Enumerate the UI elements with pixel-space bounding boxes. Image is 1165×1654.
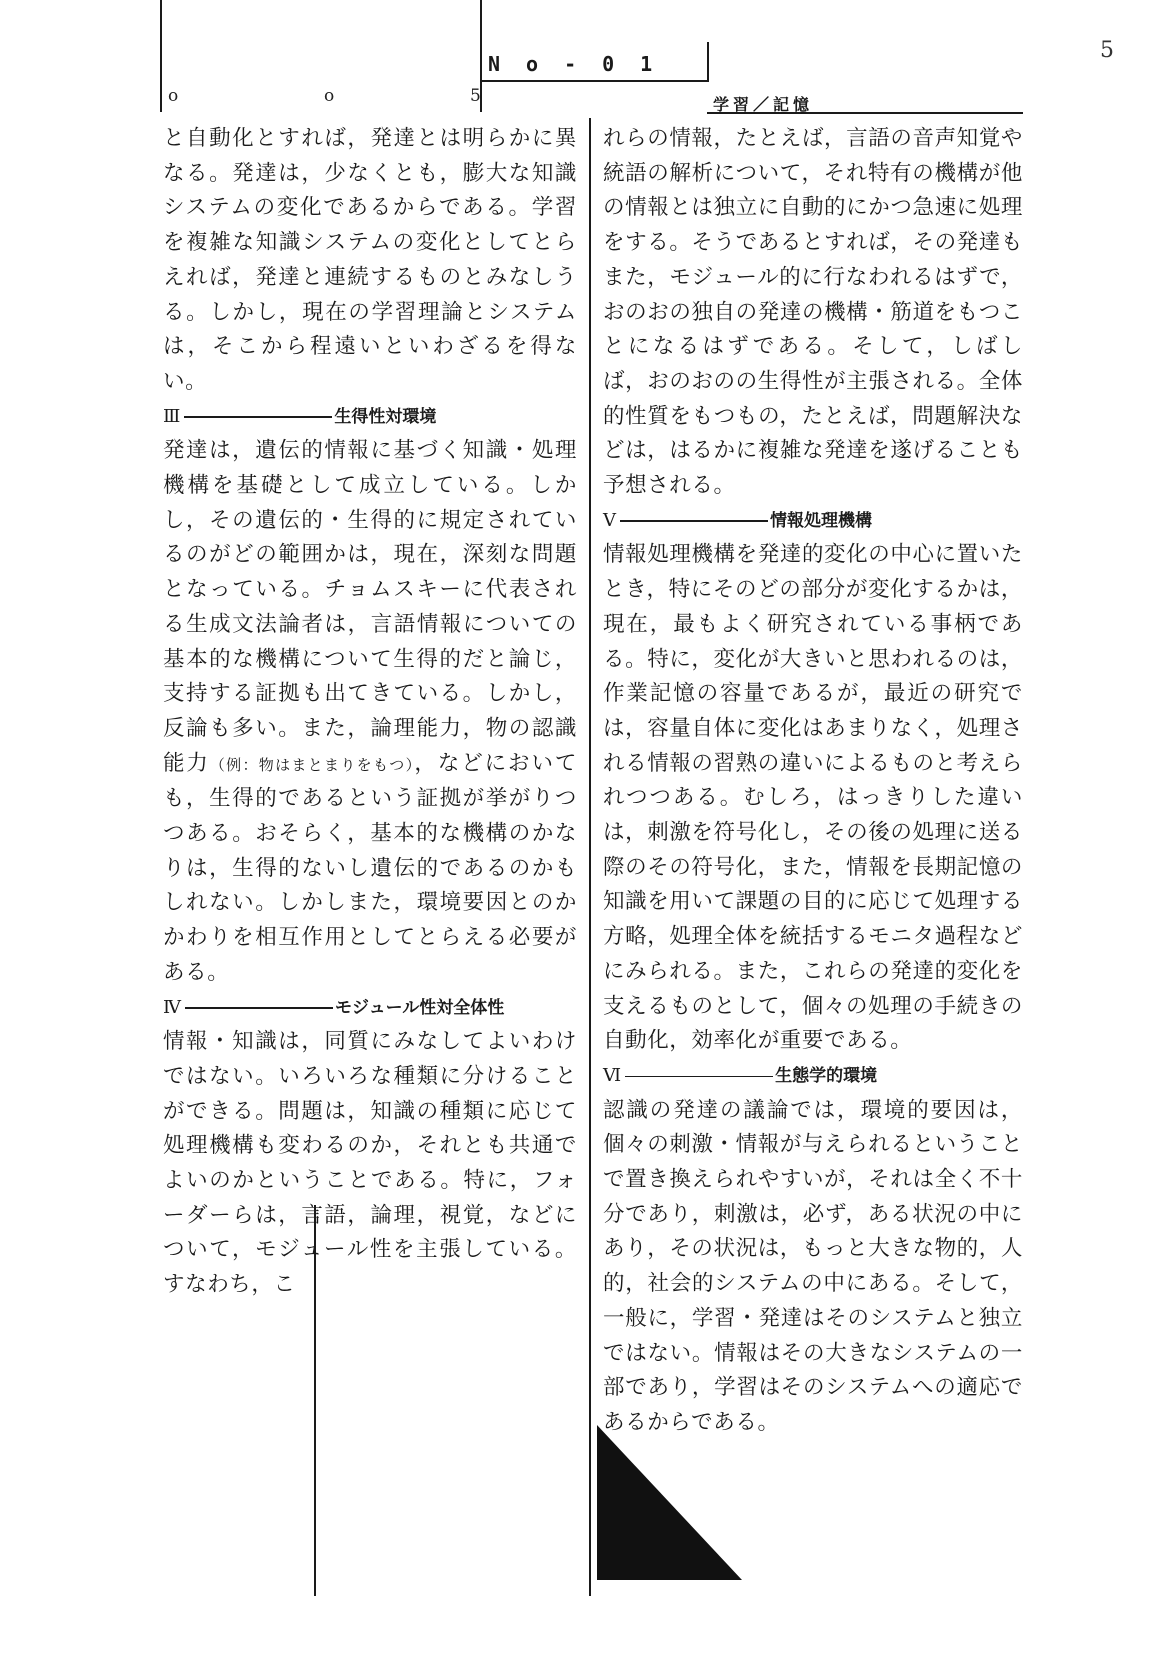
heading-rule [185,1007,333,1009]
paragraph: と自動化とすれば，発達とは明らかに異なる。発達は，少なくとも，膨大な知識システムの変化であるからである。学習を複雑な知識システムの変化としてとらえれば，発達と連続するものとみなしうる。しかし，現在の学習理論とシステムは，そこから程遠いといわざるを得ない。 [163,126,577,394]
header-left-rule [160,0,162,112]
section-title: モジュール性対全体性 [334,997,505,1018]
section-number: Ⅴ [603,509,616,531]
section-number: Ⅲ [163,405,181,427]
issue-number: No-01 [488,52,679,76]
right-column [603,122,1023,1441]
section-number: Ⅵ [603,1064,622,1086]
paragraph: 情報・知識は，同質にみなしてよいわけではない。いろいろな種類に分けることができる。問題は，知識の種類に応じて処理機構も変わるのか，それとも共通でよいのかということである。特に，フォーダーらは，言語，論理，視覚，などについて，モジュール性を主張している。すなわち，こ [163,1029,577,1298]
section-heading-3 [163,400,577,435]
header-mark-2: o [324,86,335,106]
parenthetical-note: （例：物はまとまりをもつ） [209,755,415,774]
header-issue-underline [480,80,709,82]
section-heading-6 [603,1059,1023,1094]
section-heading-5 [603,504,1023,539]
page-number: 5 [1100,38,1114,63]
section-heading-4 [163,991,577,1026]
paragraph: 発達は，遺伝的情報に基づく知識・処理機構を基礎として成立している。しかし，その遺伝的・生得的に規定されているのがどの範囲かは，現在，深刻な問題となっている。チョムスキーに代表される生成文法論者は，言語情報についての基本的な機構について生得的だと論じ，支持する証拠も出てきている。しかし，反論も多い。また，論理能力，物の認識能力（例：物はまとまりをもつ），などにおいても，生得的であるという証拠が挙がりつつある。おそらく，基本的な機構のかなりは，生得的ないし遺伝的であるのかもしれない。しかしまた，環境要因とのかかわりを相互作用としてとらえる必要がある。 [163,438,577,985]
paragraph: 認識の発達の議論では，環境的要因は，個々の刺激・情報が与えられるということで置き換えられやすいが，それは全く不十分であり，刺激は，必ず，ある状況の中にあり，その状況は，もっと大きな物的，人的，社会的システムの中にある。そして，一般に，学習・発達はそのシステムと独立ではない。情報はその大きなシステムの一部であり，学習はそのシステムへの適応であるからである。 [603,1097,1023,1435]
section-topic: 学習／記憶 [713,95,814,114]
section-title: 生態学的環境 [775,1065,878,1086]
left-column [163,122,577,1303]
heading-rule [625,1076,773,1078]
header-mark-3: 5 [470,86,481,106]
heading-rule [620,520,768,522]
paragraph: れらの情報，たとえば，言語の音声知覚や統語の解析について，それ特有の機構が他の情報とは独立に自動的にかつ急速に処理をする。そうであるとすれば，その発達もまた，モジュール的に行なわれるはずで，おのおの独自の発達の機構・筋道をもつことになるはずである。そして，しばしば，おのおのの生得性が主張される。全体的性質をもつもの，たとえば，問題解決などは，はるかに複雑な発達を遂げることも予想される。 [603,126,1023,499]
paragraph: 情報処理機構を発達的変化の中心に置いたとき，特にそのどの部分が変化するかは，現在，最もよく研究されている事柄である。特に，変化が大きいと思われるのは，作業記憶の容量であるが，最近の研究では，容量自体に変化はあまりなく，処理される情報の習熟の違いによるものと考えられつつある。むしろ，はっきりした違いは，刺激を符号化し，その後の処理に送る際のその符号化，また，情報を長期記憶の知識を用いて課題の目的に応じて処理する方略，処理全体を統括するモニタ過程などにみられる。また，これらの発達的変化を支えるものとして，個々の処理の手続きの自動化，効率化が重要である。 [603,542,1023,1054]
section-title: 情報処理機構 [770,510,872,531]
column-divider [589,118,591,1596]
section-title: 生得性対環境 [334,406,437,427]
heading-rule [184,416,332,418]
end-mark-triangle-icon [597,1425,742,1580]
header-mark-1: o [168,86,179,106]
section-number: Ⅳ [163,996,181,1018]
